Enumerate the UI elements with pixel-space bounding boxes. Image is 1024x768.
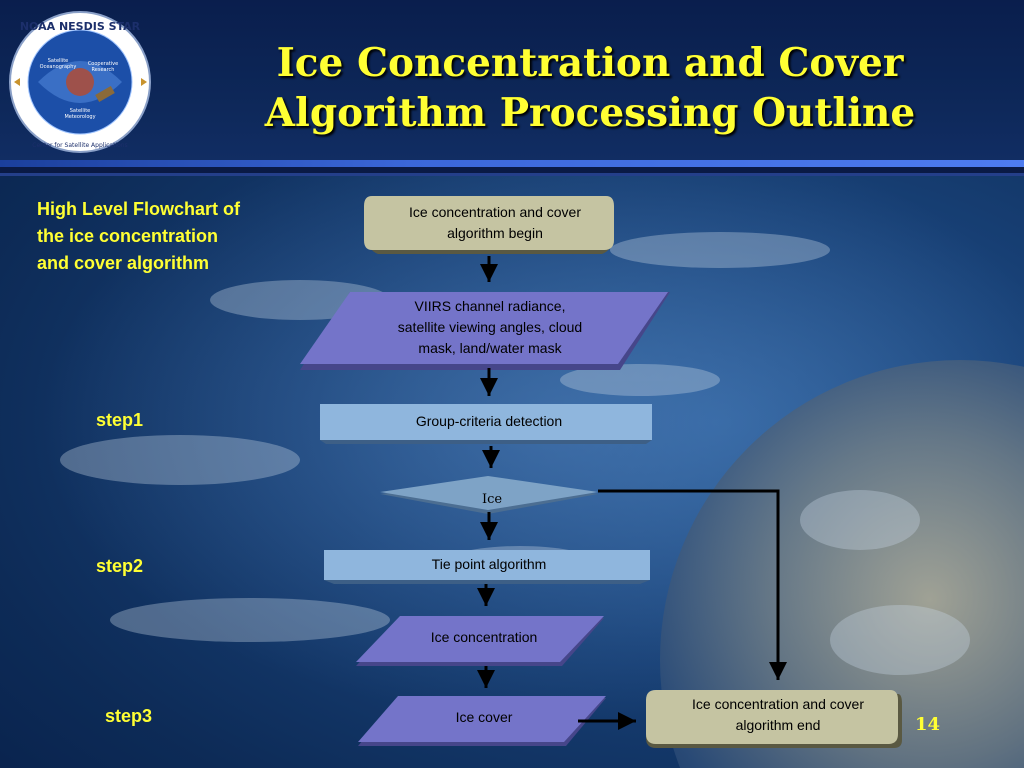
group-criteria-label: Group-criteria detection [415,413,563,429]
inputs-label: VIIRS channel radiance, satellite viewing angles, cloud mask, land/water mask [397,298,583,356]
svg-text:Research: Research [91,67,115,73]
ice-cover-label: Ice cover [455,709,513,725]
arrow-decision-to-end [598,491,778,680]
step3-label: step3 [105,706,153,726]
page-title-line1: Ice Concentration and Cover [276,40,904,86]
svg-text:Oceanography: Oceanography [39,64,77,70]
caption-line1: High Level Flowchart of [37,199,241,219]
svg-text:Center for Satellite Applicati: Center for Satellite Applications [32,142,128,149]
svg-text:Satellite: Satellite [69,108,91,114]
page-number: 14 [915,714,941,735]
ice-concentration-label: Ice concentration [430,629,538,645]
caption-line3: and cover algorithm [37,253,210,273]
tie-point-label: Tie point algorithm [431,556,547,572]
svg-text:Cooperative: Cooperative [87,61,119,67]
end-label: Ice concentration and cover algorithm end [692,696,864,733]
step1-label: step1 [96,410,144,430]
begin-label: Ice concentration and cover algorithm begin [409,204,581,241]
page-title-line2: Algorithm Processing Outline [264,90,916,136]
ice-decision-label: Ice [481,492,503,507]
svg-text:Satellite: Satellite [47,58,69,64]
step2-label: step2 [96,556,144,576]
svg-text:NOAA NESDIS STAR: NOAA NESDIS STAR [19,20,141,33]
svg-text:Meteorology: Meteorology [64,114,96,120]
caption-line2: the ice concentration [37,226,219,246]
